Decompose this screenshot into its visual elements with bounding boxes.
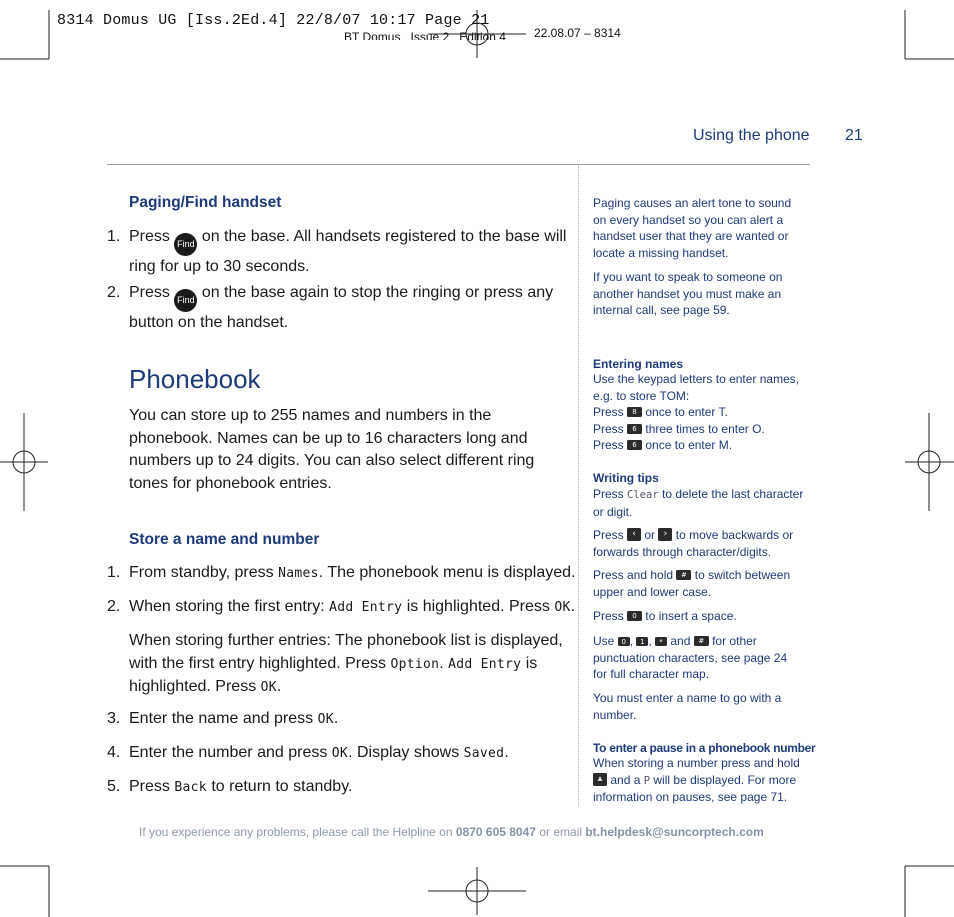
find-button-icon: Find bbox=[174, 233, 197, 256]
writing-tip-punctuation: Use 0 , 1 , * and # for other punctuation characters, see page 24 for full character map. bbox=[593, 634, 788, 681]
writing-tip-name-required: You must enter a name to go with a number. bbox=[593, 691, 782, 722]
helpline-email: bt.helpdesk@suncorptech.com bbox=[585, 825, 764, 839]
paging-step-2: 2. Press Find on the base again to stop the ringing or press any button on the handset. bbox=[107, 284, 554, 331]
up-arrow-key-icon: ▴ bbox=[593, 773, 607, 786]
store-step-2: 2. When storing the first entry: Add Entry is highlighted. Press OK. bbox=[107, 598, 576, 615]
section-title: Using the phone bbox=[693, 127, 810, 144]
writing-tip-space: Press 0 to insert a space. bbox=[593, 609, 737, 623]
writing-tip-clear: Press Clear to delete the last character or digit. bbox=[593, 487, 804, 519]
print-date: 22.08.07 – 8314 bbox=[534, 26, 621, 40]
store-heading: Store a name and number bbox=[129, 531, 320, 548]
pause-text: When storing a number press and hold ▴ and a P will be displayed. For more information on pauses, see page 71. bbox=[593, 756, 800, 804]
writing-tip-move: Press ‹ or › to move backwards or forwards through character/digits. bbox=[593, 528, 794, 559]
star-key-icon: * bbox=[655, 637, 667, 646]
store-step-5: 5. Press Back to return to standby. bbox=[107, 778, 353, 795]
entering-names-heading: Entering names bbox=[593, 357, 684, 371]
key-8-icon: 8 bbox=[627, 407, 642, 417]
store-step-1: 1. From standby, press Names. The phonebook menu is displayed. bbox=[107, 564, 576, 581]
writing-tips-heading: Writing tips bbox=[593, 471, 659, 485]
key-1-icon: 1 bbox=[636, 637, 648, 646]
key-0-icon: 0 bbox=[627, 611, 642, 621]
paging-step-1: 1. Press Find on the base. All handsets registered to the base will ring for up to 30 seconds. bbox=[107, 228, 567, 275]
store-step-3: 3. Enter the name and press OK. bbox=[107, 710, 339, 727]
right-arrow-key-icon: › bbox=[658, 528, 672, 541]
helpline-footer: If you experience any problems, please call the Helpline on 0870 605 8047 or email bt.helpdesk@suncorptech.com bbox=[139, 825, 764, 839]
hash-key-icon: # bbox=[694, 636, 709, 646]
column-divider bbox=[578, 166, 579, 806]
sidebar-internal-call-note: If you want to speak to someone on another handset you must make an internal call, see page 59. bbox=[593, 270, 783, 317]
key-0-icon: 0 bbox=[618, 637, 630, 646]
page-number: 21 bbox=[845, 127, 863, 144]
find-button-icon: Find bbox=[174, 289, 197, 312]
key-6-icon: 6 bbox=[627, 440, 642, 450]
store-step-2-further: When storing further entries: The phonebook list is displayed, with the first entry highlighted. Press Option. Add Entry is highlighted. Press OK. bbox=[129, 632, 563, 695]
sidebar-paging-note: Paging causes an alert tone to sound on every handset so you can alert a handset user that they are wanted or locate a missing handset. bbox=[593, 196, 792, 260]
hash-key-icon: # bbox=[676, 570, 691, 580]
pause-heading: To enter a pause in a phonebook number bbox=[593, 741, 816, 755]
print-slug: 8314 Domus UG [Iss.2Ed.4] 22/8/07 10:17 Page 21 bbox=[57, 12, 490, 29]
header-rule bbox=[107, 164, 810, 165]
helpline-phone: 0870 605 8047 bbox=[455, 825, 536, 839]
phonebook-intro: You can store up to 255 names and numbers in the phonebook. Names can be up to 16 characters long and numbers up to 24 digits. You can also select different ring tones for phonebook entries. bbox=[129, 407, 535, 492]
entering-names-text: Use the keypad letters to enter names, e.g. to store TOM: Press 8 once to enter T. Press 6 three times to enter O. Press 6 once to enter M. bbox=[593, 372, 800, 452]
print-slug-secondary: BT Domus Issue 2 Edition 4 bbox=[344, 30, 506, 40]
left-arrow-key-icon: ‹ bbox=[627, 528, 641, 541]
writing-tip-case: Press and hold # to switch between upper and lower case. bbox=[593, 568, 791, 599]
store-step-4: 4. Enter the number and press OK. Display shows Saved. bbox=[107, 744, 509, 761]
key-6-icon: 6 bbox=[627, 424, 642, 434]
paging-heading: Paging/Find handset bbox=[129, 194, 282, 211]
phonebook-heading: Phonebook bbox=[129, 364, 261, 394]
